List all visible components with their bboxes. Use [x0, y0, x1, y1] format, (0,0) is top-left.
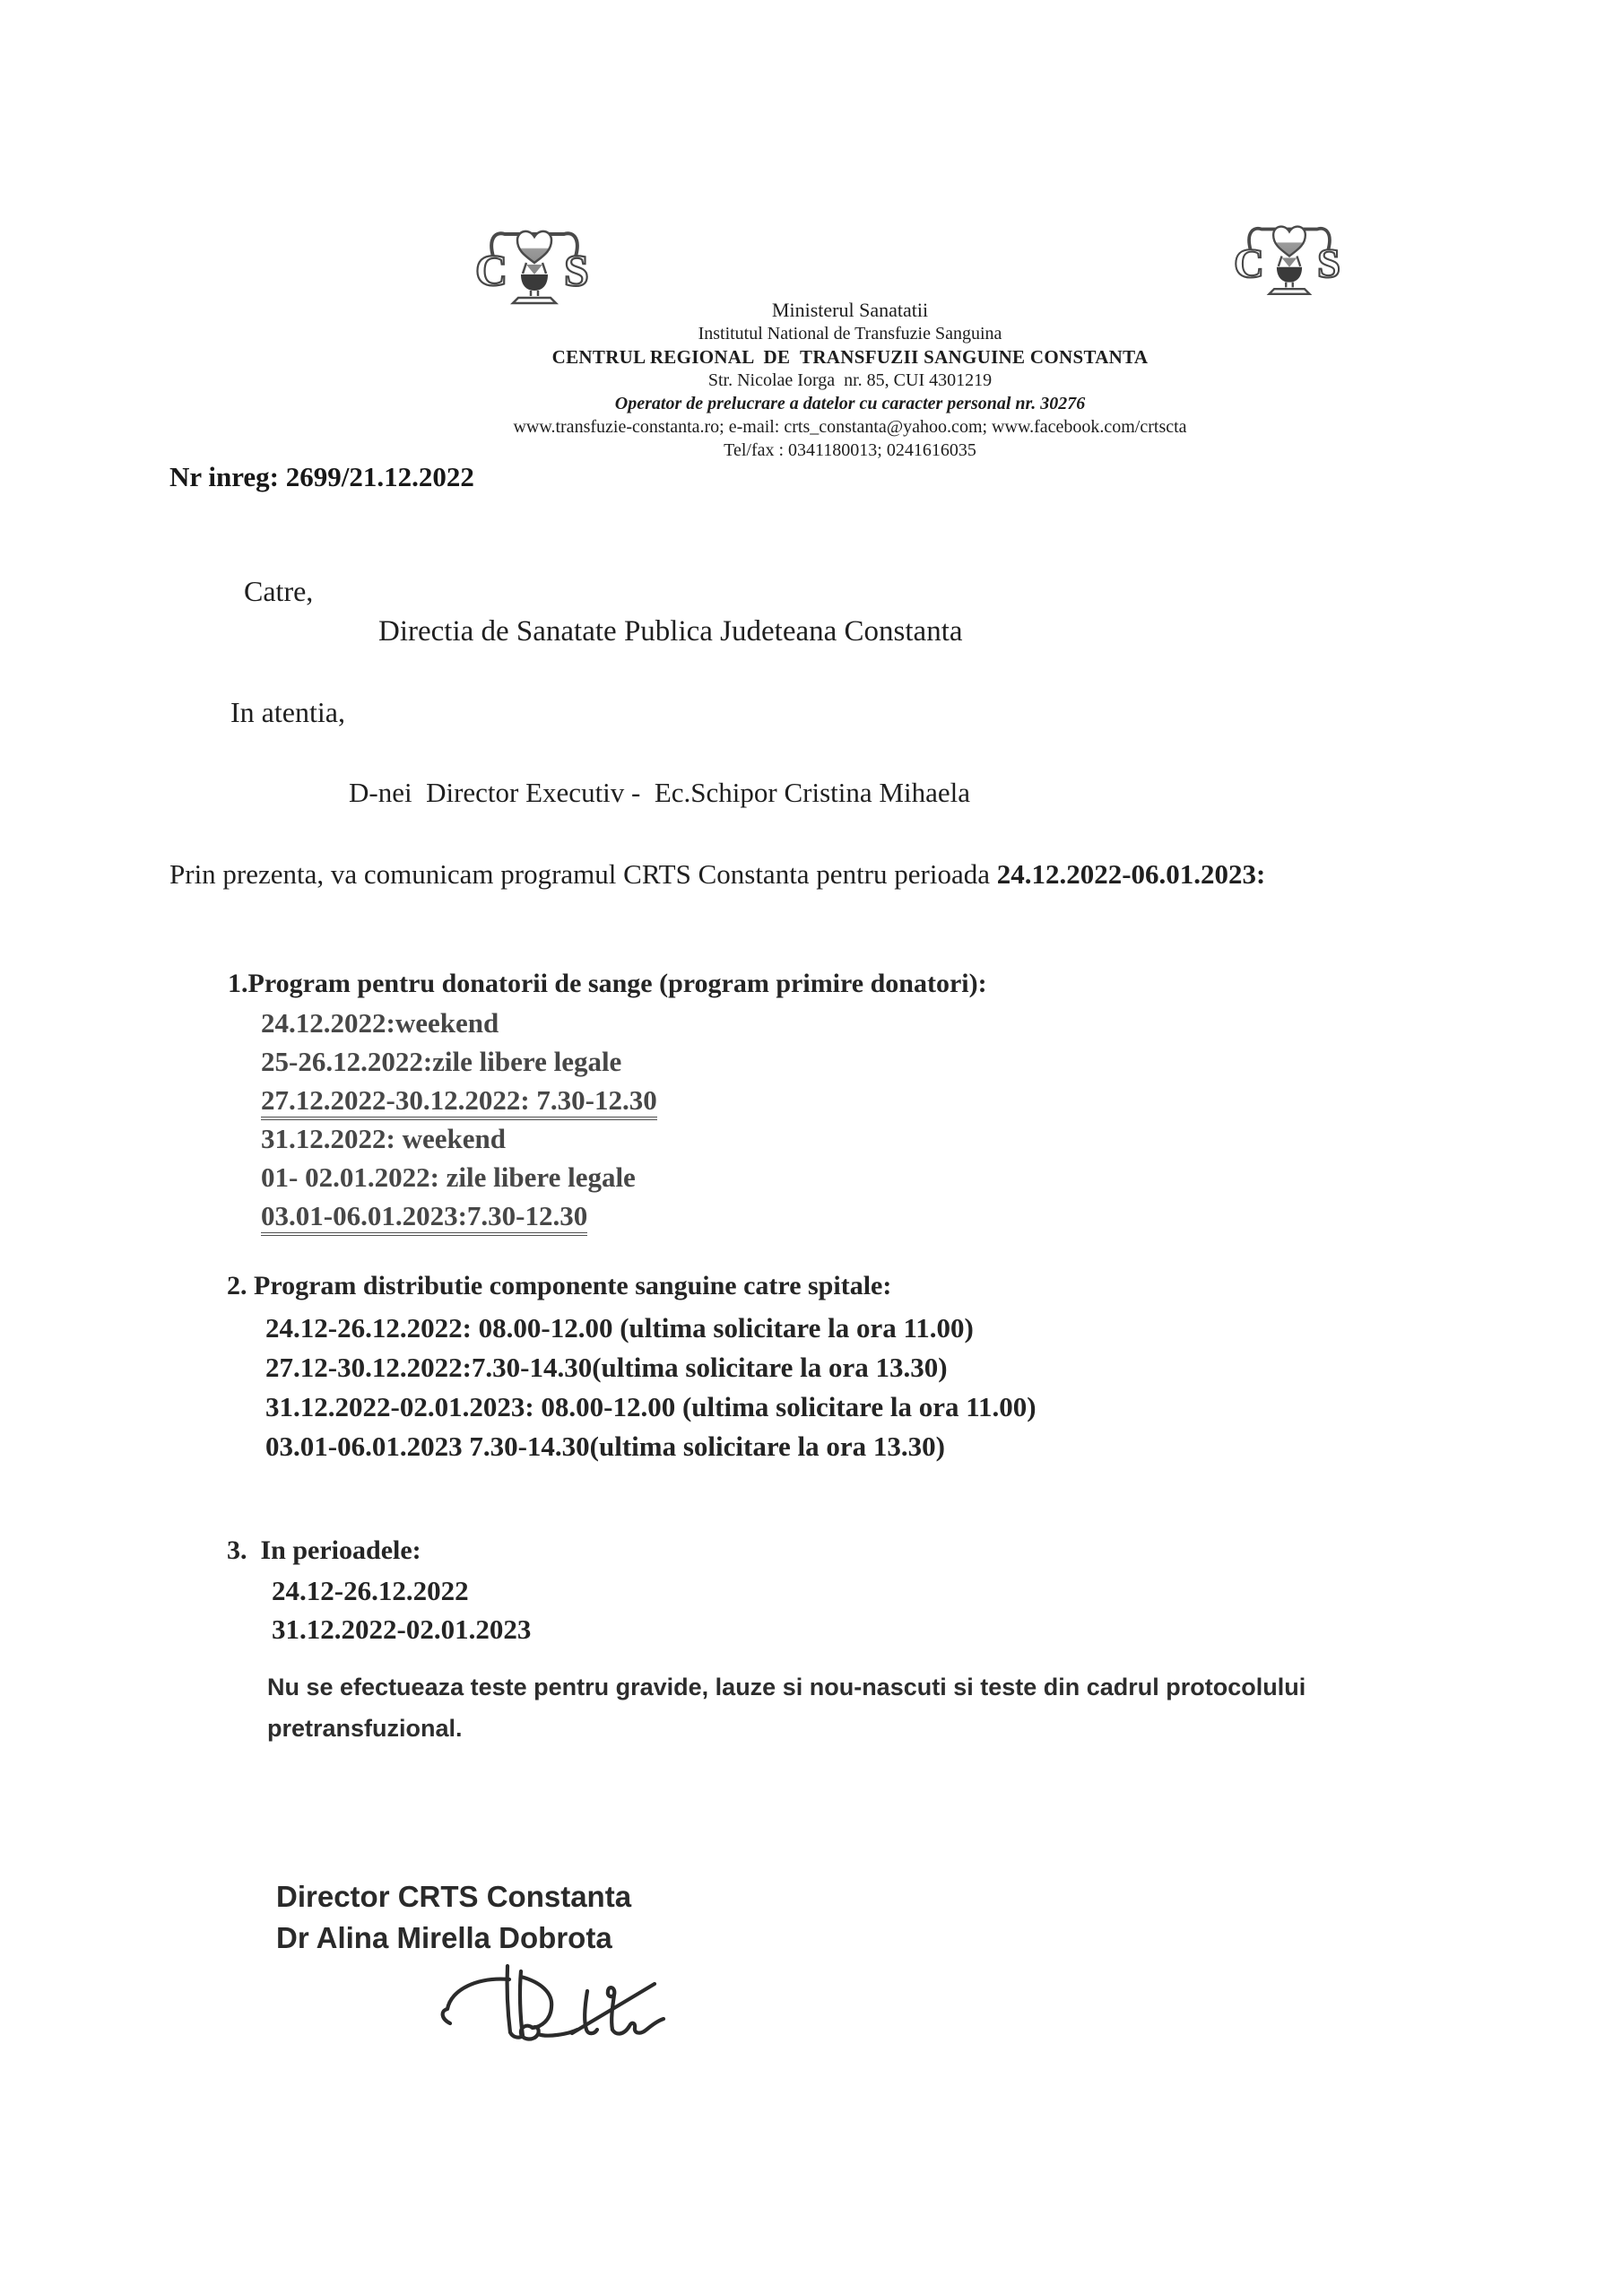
schedule-text: 24.12-26.12.2022: [272, 1575, 469, 1606]
schedule-line: [265, 1309, 1037, 1348]
attention-label: In atentia,: [230, 696, 345, 728]
attention-name: D-nei Director Executiv - Ec.Schipor Cristina Mihaela: [349, 777, 970, 808]
schedule-line: [272, 1571, 531, 1610]
section-1-title: 1.Program pentru donatorii de sange (program primire donatori):: [228, 969, 987, 998]
schedule-line: [261, 1081, 657, 1119]
schedule-text-underlined: 03.01-06.01.2023:7.30-12.30: [261, 1200, 587, 1236]
signatory-name: Dr Alina Mirella Dobrota: [276, 1921, 612, 1954]
schedule-line: [265, 1427, 1037, 1466]
crts-logo-icon: [475, 222, 594, 305]
schedule-line: [261, 1158, 657, 1196]
schedule-line: [265, 1387, 1037, 1427]
note-line: pretransfuzional.: [267, 1715, 463, 1742]
schedule-line: [261, 1004, 657, 1042]
schedule-text: 01- 02.01.2022: zile libere legale: [261, 1161, 636, 1193]
schedule-line: [261, 1042, 657, 1081]
schedule-line: [261, 1196, 657, 1235]
signature-block: [276, 1876, 631, 1959]
note-line: Nu se efectueaza teste pentru gravide, lauze si nou-nascuti si teste din cadrul protocolului: [267, 1674, 1306, 1700]
letterhead-operator-notice: Operator de prelucrare a datelor cu caracter personal nr. 30276: [614, 394, 1086, 413]
section-1-items: [261, 1004, 657, 1235]
letterhead-telfax: Tel/fax : 0341180013; 0241616035: [724, 440, 976, 460]
intro-lead: Prin prezenta, va comunicam programul CRTS Constanta pentru perioada: [169, 858, 997, 890]
svg-text:S: S: [1317, 240, 1341, 288]
registration-number: Nr inreg: 2699/21.12.2022: [169, 461, 474, 492]
handwritten-signature-icon: [438, 1955, 681, 2059]
section-3-title: 3. In perioadele:: [227, 1535, 421, 1565]
recipient-label: Catre,: [244, 575, 314, 607]
letterhead-institute: Institutul National de Transfuzie Sanguina: [698, 324, 1002, 344]
schedule-text: 24.12-26.12.2022: 08.00-12.00 (ultima solicitare la ora 11.00): [265, 1312, 974, 1344]
letterhead: [78, 299, 1622, 462]
schedule-line: [265, 1348, 1037, 1387]
schedule-text: 31.12.2022-02.01.2023: 08.00-12.00 (ultima solicitare la ora 11.00): [265, 1391, 1037, 1422]
schedule-line: [272, 1610, 531, 1648]
intro-sentence: [169, 858, 1265, 891]
letterhead-center-name: CENTRUL REGIONAL DE TRANSFUZII SANGUINE CONSTANTA: [551, 346, 1149, 368]
section-3-items: [272, 1571, 531, 1648]
schedule-line: [261, 1119, 657, 1158]
letterhead-contacts: www.transfuzie-constanta.ro; e-mail: crts_constanta@yahoo.com; www.facebook.com/crtscta: [513, 417, 1187, 437]
letterhead-address: Str. Nicolae Iorga nr. 85, CUI 4301219: [707, 370, 993, 390]
schedule-text: 25-26.12.2022:zile libere legale: [261, 1046, 622, 1077]
schedule-text: 03.01-06.01.2023 7.30-14.30(ultima solicitare la ora 13.30): [265, 1431, 945, 1462]
schedule-text-underlined: 27.12.2022-30.12.2022: 7.30-12.30: [261, 1084, 657, 1120]
svg-text:C: C: [475, 245, 508, 295]
schedule-text: 24.12.2022:weekend: [261, 1007, 499, 1039]
signatory-title: Director CRTS Constanta: [276, 1880, 632, 1913]
schedule-text: 27.12-30.12.2022:7.30-14.30(ultima solicitare la ora 13.30): [265, 1352, 948, 1383]
section-2-title: 2. Program distributie componente sanguine catre spitale:: [227, 1271, 892, 1300]
schedule-text: 31.12.2022-02.01.2023: [272, 1613, 532, 1645]
crts-logo-icon: [1234, 218, 1345, 296]
recipient-name: Directia de Sanatate Publica Judeteana Constanta: [378, 615, 963, 648]
letterhead-ministry: Ministerul Sanatatii: [771, 299, 929, 321]
schedule-text: 31.12.2022: weekend: [261, 1123, 506, 1154]
svg-text:C: C: [1234, 240, 1264, 288]
note-paragraph: [267, 1666, 1505, 1749]
svg-text:S: S: [564, 245, 589, 295]
intro-period: 24.12.2022-06.01.2023:: [996, 858, 1266, 890]
section-2-items: [265, 1309, 1037, 1466]
